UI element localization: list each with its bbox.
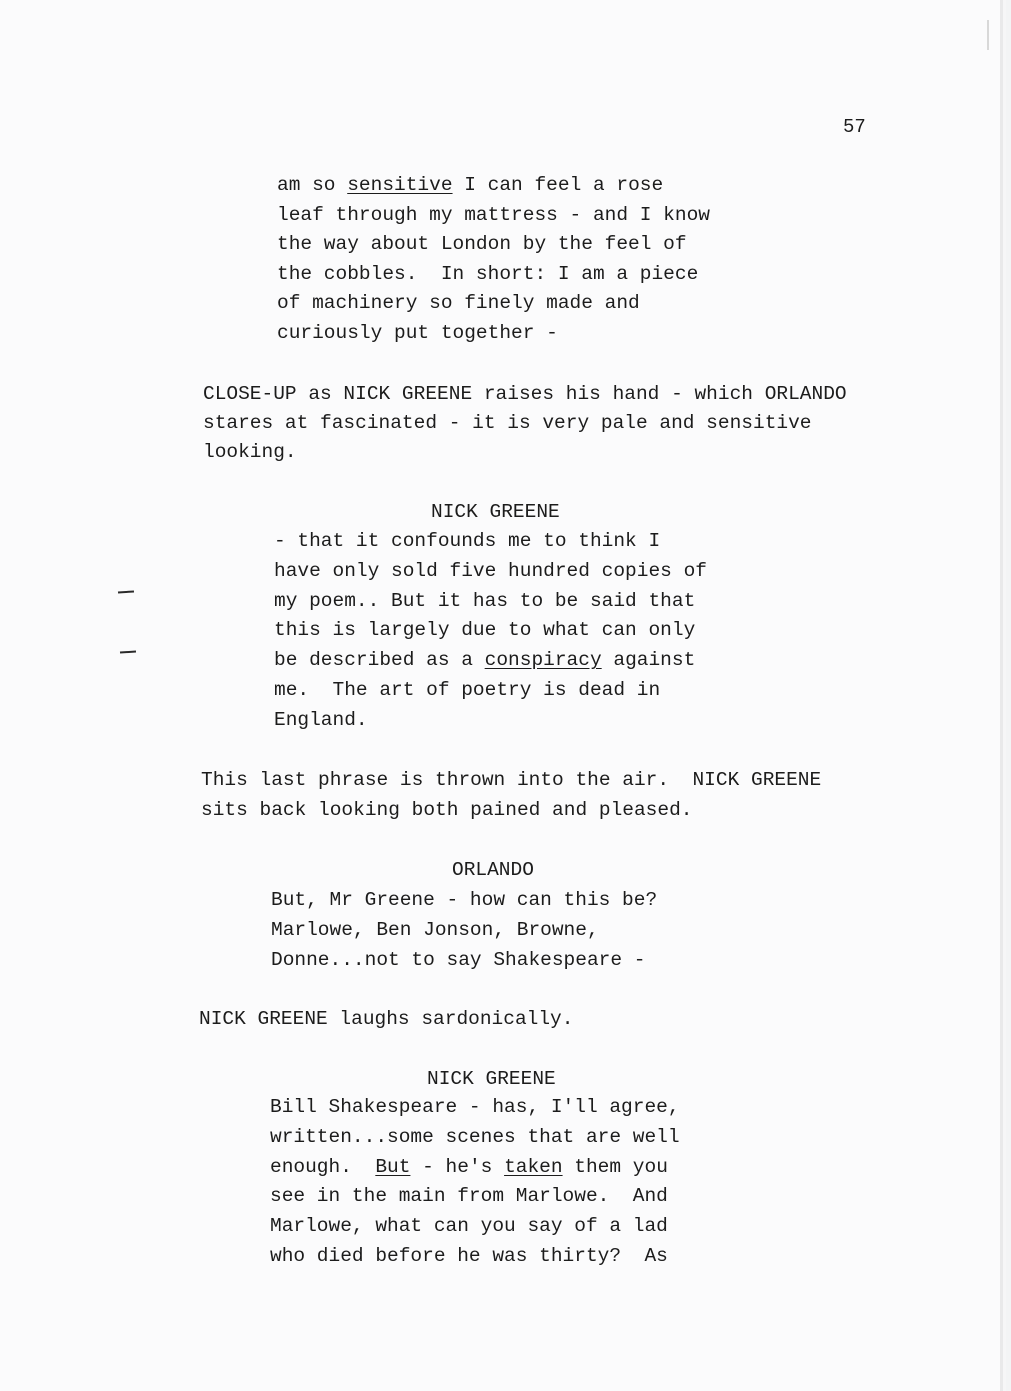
line-segment: them you — [562, 1155, 668, 1178]
character-name: NICK GREENE — [431, 501, 560, 523]
dialogue-line: me. The art of poetry is dead in — [274, 679, 661, 701]
line-segment: - he's — [410, 1155, 505, 1178]
dialogue-line: - that it confounds me to think I — [274, 530, 661, 552]
action-line: stares at fascinated - it is very pale and sensitive — [203, 412, 812, 434]
dialogue-line: Marlowe, Ben Jonson, Browne, — [271, 919, 599, 941]
character-name: ORLANDO — [452, 859, 534, 881]
action-line: NICK GREENE laughs sardonically. — [199, 1008, 574, 1030]
line-segment: enough. — [270, 1155, 376, 1178]
paper-edge — [987, 20, 989, 50]
line-segment: against — [601, 649, 696, 672]
dialogue-line: the way about London by the feel of — [277, 233, 687, 256]
line-segment: be described as a — [274, 649, 485, 672]
page-number: 57 — [843, 116, 866, 138]
dialogue-line: my poem.. But it has to be said that — [274, 589, 696, 612]
dialogue-line: Donne...not to say Shakespeare - — [271, 949, 646, 971]
dialogue-line: But, Mr Greene - how can this be? — [271, 889, 658, 911]
line-segment: I can feel a rose — [452, 174, 664, 196]
character-name: NICK GREENE — [427, 1068, 556, 1090]
dialogue-line: Bill Shakespeare - has, I'll agree, — [270, 1096, 680, 1118]
dialogue-line: the cobbles. In short: I am a piece — [277, 262, 699, 285]
action-line: CLOSE-UP as NICK GREENE raises his hand - which ORLANDO — [203, 383, 847, 405]
dialogue-line — [277, 175, 663, 195]
dialogue-line: of machinery so finely made and — [277, 292, 640, 315]
dialogue-line: England. — [274, 708, 368, 731]
dialogue-line: who died before he was thirty? As — [270, 1245, 668, 1267]
dialogue-line: see in the main from Marlowe. And — [270, 1185, 668, 1208]
dialogue-line: curiously put together - — [277, 322, 558, 344]
margin-revision-mark — [118, 590, 134, 593]
line-segment: am so — [277, 174, 348, 196]
underlined-text: But — [375, 1155, 411, 1178]
action-line: looking. — [203, 441, 297, 463]
dialogue-line: this is largely due to what can only — [274, 619, 696, 642]
dialogue-line: written...some scenes that are well — [270, 1125, 680, 1148]
margin-revision-mark — [120, 650, 136, 653]
underlined-text: conspiracy — [484, 649, 602, 672]
dialogue-line: have only sold five hundred copies of — [274, 559, 707, 582]
underlined-text: taken — [504, 1155, 563, 1178]
action-line: This last phrase is thrown into the air. NICK GREENE — [201, 769, 822, 791]
dialogue-line: Marlowe, what can you say of a lad — [270, 1215, 668, 1238]
dialogue-line — [270, 1157, 668, 1177]
action-line: sits back looking both pained and pleased. — [201, 799, 693, 821]
underlined-text: sensitive — [347, 174, 453, 196]
dialogue-line — [274, 650, 695, 670]
dialogue-line: leaf through my mattress - and I know — [277, 203, 710, 226]
